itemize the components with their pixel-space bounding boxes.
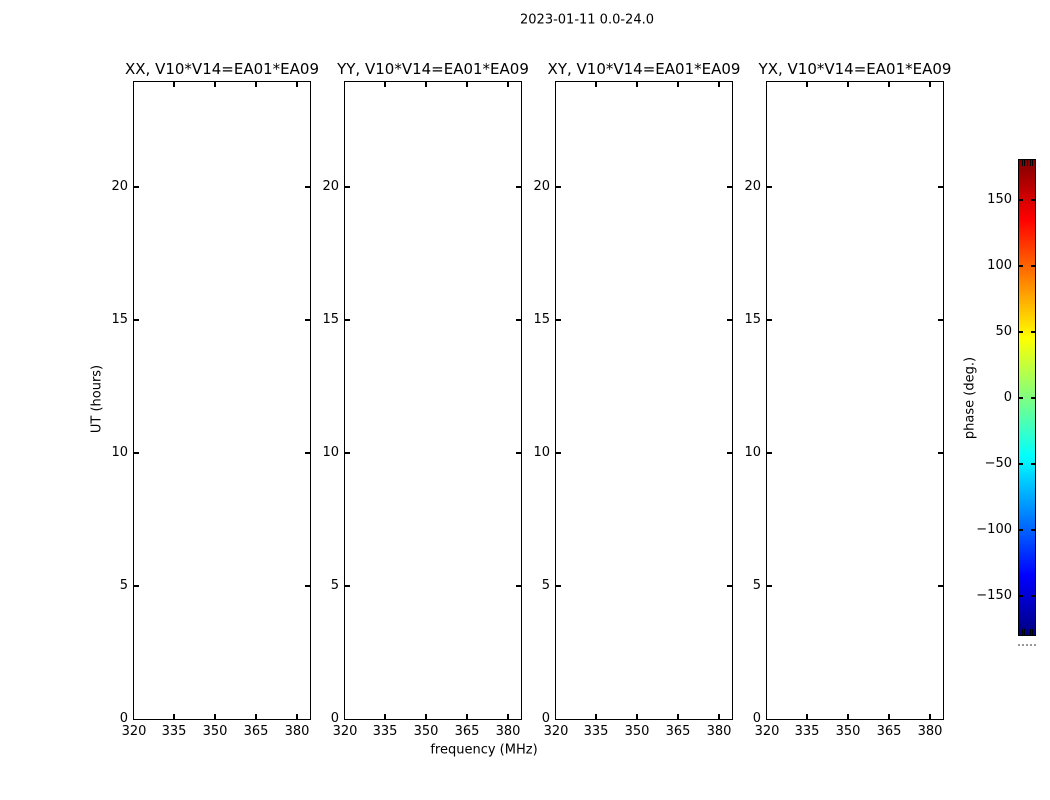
y-tick-mark	[727, 585, 732, 587]
y-tick-label: 10	[533, 445, 550, 460]
y-tick-mark	[134, 585, 139, 587]
x-tick-mark	[255, 714, 257, 719]
subplot-xx	[111, 60, 320, 739]
y-tick-mark	[556, 319, 561, 321]
y-tick-mark	[134, 186, 139, 188]
y-tick-mark	[938, 319, 943, 321]
colorbar-tick-mark	[1031, 331, 1035, 333]
x-tick-mark	[173, 82, 175, 87]
y-tick-mark	[134, 452, 139, 454]
y-tick-label: 5	[330, 578, 339, 593]
x-tick-mark	[636, 82, 638, 87]
y-tick-mark	[938, 186, 943, 188]
x-tick-label: 365	[876, 724, 902, 739]
x-tick-mark	[847, 82, 849, 87]
y-tick-mark	[938, 585, 943, 587]
y-tick-label: 5	[541, 578, 550, 593]
subplot-xy	[533, 60, 741, 739]
x-tick-label: 335	[372, 724, 398, 739]
x-tick-mark	[677, 714, 679, 719]
x-tick-label: 350	[624, 724, 650, 739]
y-tick-label: 5	[752, 578, 761, 593]
colorbar-tick-mark	[1019, 595, 1023, 597]
x-tick-mark	[718, 82, 720, 87]
x-tick-label: 320	[754, 724, 780, 739]
x-tick-mark	[806, 714, 808, 719]
x-tick-mark	[296, 714, 298, 719]
x-tick-mark	[384, 714, 386, 719]
colorbar-tick-mark	[1019, 529, 1023, 531]
colorbar-end-dash	[1027, 160, 1028, 166]
colorbar-tick-mark	[1019, 265, 1023, 267]
y-axis-label: UT (hours)	[89, 364, 105, 434]
colorbar-end-dash	[1024, 160, 1025, 166]
y-tick-label: 0	[330, 711, 339, 726]
y-tick-mark	[767, 452, 772, 454]
x-tick-mark	[425, 82, 427, 87]
colorbar-tick-label: −150	[976, 588, 1012, 603]
colorbar-tick-mark	[1019, 331, 1023, 333]
colorbar-label: phase (deg.)	[962, 356, 978, 440]
y-tick-mark	[516, 319, 521, 321]
subplot-yx	[744, 60, 952, 739]
colorbar-tick-label: −100	[976, 522, 1012, 537]
colorbar-end-dash	[1024, 629, 1025, 635]
colorbar-bottom-dotted-line	[1018, 644, 1036, 646]
y-tick-mark	[556, 186, 561, 188]
x-tick-label: 365	[665, 724, 691, 739]
x-tick-label: 350	[835, 724, 861, 739]
x-tick-label: 365	[243, 724, 269, 739]
colorbar-tick-label: −50	[984, 456, 1012, 471]
y-tick-mark	[305, 186, 310, 188]
colorbar-tick-mark	[1019, 463, 1023, 465]
x-tick-mark	[296, 82, 298, 87]
y-tick-mark	[305, 585, 310, 587]
x-tick-mark	[173, 714, 175, 719]
x-tick-mark	[929, 82, 931, 87]
y-tick-label: 10	[111, 445, 128, 460]
y-tick-label: 5	[119, 578, 128, 593]
x-tick-label: 365	[454, 724, 480, 739]
colorbar-tick-mark	[1019, 397, 1023, 399]
colorbar-tick-label: 150	[987, 192, 1012, 207]
y-tick-mark	[305, 452, 310, 454]
y-tick-label: 20	[111, 179, 128, 194]
x-tick-mark	[384, 82, 386, 87]
y-tick-mark	[516, 585, 521, 587]
y-tick-label: 0	[752, 711, 761, 726]
y-tick-label: 15	[322, 312, 339, 327]
x-tick-mark	[636, 714, 638, 719]
x-tick-mark	[888, 714, 890, 719]
y-tick-label: 0	[541, 711, 550, 726]
colorbar-tick-mark	[1031, 199, 1035, 201]
x-tick-mark	[507, 82, 509, 87]
y-tick-mark	[134, 319, 139, 321]
y-tick-mark	[727, 319, 732, 321]
colorbar-end-dash	[1022, 160, 1023, 166]
x-tick-label: 380	[495, 724, 521, 739]
x-tick-mark	[929, 714, 931, 719]
colorbar-tick-label: 50	[995, 324, 1012, 339]
y-tick-label: 20	[533, 179, 550, 194]
x-tick-mark	[595, 82, 597, 87]
y-tick-mark	[727, 452, 732, 454]
y-tick-label: 15	[744, 312, 761, 327]
x-tick-label: 350	[202, 724, 228, 739]
colorbar-end-dash	[1030, 629, 1031, 635]
figure-suptitle: 2023-01-11 0.0-24.0	[520, 12, 654, 28]
x-tick-mark	[806, 82, 808, 87]
x-tick-mark	[466, 82, 468, 87]
y-tick-mark	[305, 319, 310, 321]
x-tick-label: 335	[794, 724, 820, 739]
subplot-yy	[322, 60, 529, 739]
y-tick-mark	[767, 585, 772, 587]
y-tick-mark	[516, 186, 521, 188]
subplot-yx-title: YX, V10*V14=EA01*EA09	[758, 60, 952, 78]
x-tick-mark	[255, 82, 257, 87]
x-tick-mark	[214, 714, 216, 719]
x-tick-label: 335	[161, 724, 187, 739]
y-tick-label: 0	[119, 711, 128, 726]
x-tick-label: 350	[413, 724, 439, 739]
y-tick-label: 10	[322, 445, 339, 460]
x-tick-label: 380	[917, 724, 943, 739]
x-tick-mark	[214, 82, 216, 87]
y-tick-label: 20	[744, 179, 761, 194]
x-tick-mark	[595, 714, 597, 719]
colorbar-tick-mark	[1031, 529, 1035, 531]
x-tick-mark	[507, 714, 509, 719]
x-tick-mark	[466, 714, 468, 719]
colorbar-tick-mark	[1019, 199, 1023, 201]
y-tick-mark	[516, 452, 521, 454]
colorbar-tick-mark	[1031, 463, 1035, 465]
colorbar-tick-mark	[1031, 397, 1035, 399]
x-tick-label: 320	[121, 724, 147, 739]
y-tick-mark	[345, 585, 350, 587]
y-tick-mark	[938, 452, 943, 454]
colorbar-end-dash	[1027, 629, 1028, 635]
colorbar-tick-mark	[1031, 265, 1035, 267]
y-tick-mark	[767, 186, 772, 188]
x-axis-label: frequency (MHz)	[430, 742, 538, 758]
colorbar-tick-mark	[1031, 595, 1035, 597]
colorbar-tick-label: 0	[1003, 390, 1012, 405]
y-tick-mark	[345, 452, 350, 454]
y-tick-mark	[345, 186, 350, 188]
colorbar-end-dash	[1032, 629, 1033, 635]
subplot-xx-title: XX, V10*V14=EA01*EA09	[124, 60, 320, 78]
y-tick-label: 10	[744, 445, 761, 460]
y-tick-mark	[727, 186, 732, 188]
y-tick-label: 15	[111, 312, 128, 327]
colorbar-tick-label: 100	[987, 258, 1012, 273]
y-tick-mark	[767, 319, 772, 321]
x-tick-label: 320	[332, 724, 358, 739]
x-tick-mark	[847, 714, 849, 719]
x-tick-mark	[677, 82, 679, 87]
y-tick-mark	[556, 585, 561, 587]
y-tick-mark	[556, 452, 561, 454]
x-tick-label: 335	[583, 724, 609, 739]
x-tick-label: 320	[543, 724, 569, 739]
y-tick-label: 15	[533, 312, 550, 327]
colorbar-end-dash	[1022, 629, 1023, 635]
colorbar	[976, 159, 1036, 636]
subplot-xy-title: XY, V10*V14=EA01*EA09	[547, 60, 741, 78]
x-tick-mark	[425, 714, 427, 719]
colorbar-end-dash	[1032, 160, 1033, 166]
x-tick-label: 380	[284, 724, 310, 739]
colorbar-end-dash	[1030, 160, 1031, 166]
x-tick-label: 380	[706, 724, 732, 739]
x-tick-mark	[888, 82, 890, 87]
x-tick-mark	[718, 714, 720, 719]
y-tick-label: 20	[322, 179, 339, 194]
subplot-yy-title: YY, V10*V14=EA01*EA09	[337, 60, 529, 78]
y-tick-mark	[345, 319, 350, 321]
